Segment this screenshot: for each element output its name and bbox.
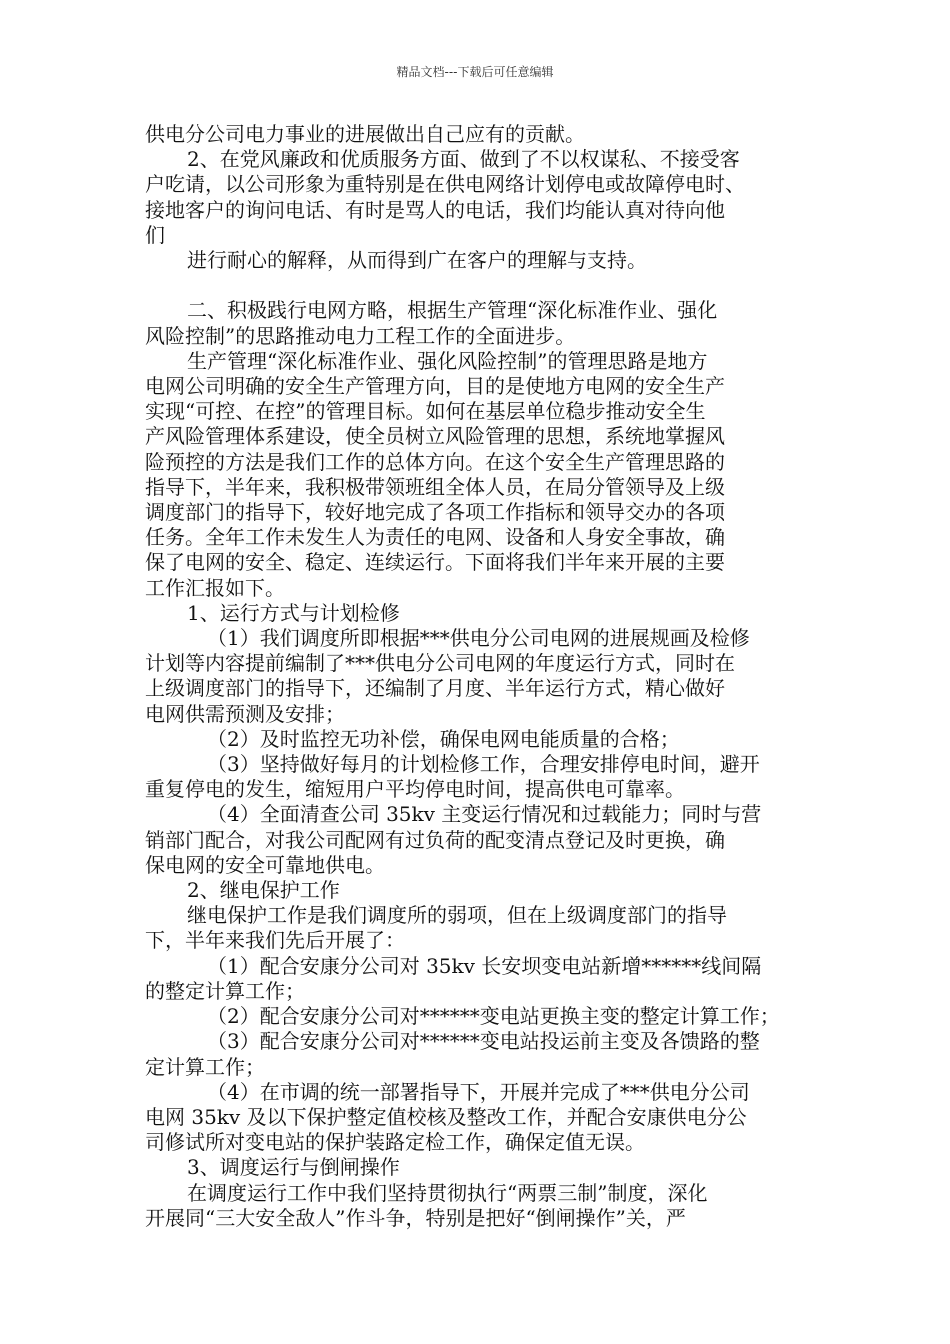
body-line: （2）配合安康分公司对******变电站更换主变的整定计算工作； <box>207 1004 780 1029</box>
body-line: 实现“可控、在控”的管理目标。如何在基层单位稳步推动安全生 <box>145 399 706 424</box>
body-line: 指导下，半年来，我积极带领班组全体人员，在局分管领导及上级 <box>145 474 725 499</box>
body-line: 定计算工作； <box>145 1054 265 1079</box>
body-line: （4）全面清查公司 35kv 主变运行情况和过载能力；同时与营 <box>207 802 762 827</box>
body-line: 们 <box>145 222 165 247</box>
body-line: 保了电网的安全、稳定、连续运行。下面将我们半年来开展的主要 <box>145 550 725 575</box>
subsection-heading: 3、调度运行与倒闸操作 <box>187 1155 400 1180</box>
body-line: 供电分公司电力事业的进展做出自己应有的贡献。 <box>145 122 585 146</box>
body-line: 任务。全年工作未发生人为责任的电网、设备和人身安全事故，确 <box>145 525 725 550</box>
body-line: 电网公司明确的安全生产管理方向，目的是使地方电网的安全生产 <box>145 374 725 399</box>
body-line: 上级调度部门的指导下，还编制了月度、半年运行方式，精心做好 <box>145 676 725 701</box>
body-line: 进行耐心的解释，从而得到广在客户的理解与支持。 <box>187 248 647 273</box>
body-line: 接地客户的询问电话、有时是骂人的电话，我们均能认真对待向他 <box>145 197 725 222</box>
body-line: 开展同“三大安全敌人”作斗争，特别是把好“倒闸操作”关，严 <box>145 1205 686 1230</box>
body-line: 风险控制”的思路推动电力工程工作的全面进步。 <box>145 323 576 348</box>
body-line: 下，半年来我们先后开展了： <box>145 928 405 953</box>
body-line: 的整定计算工作； <box>145 978 305 1003</box>
body-line: 在调度运行工作中我们坚持贯彻执行“两票三制”制度，深化 <box>187 1180 708 1205</box>
body-line: 销部门配合，对我公司配网有过负荷的配变清点登记及时更换，确 <box>145 827 725 852</box>
body-line: （4）在市调的统一部署指导下，开展并完成了***供电分公司 <box>207 1079 750 1104</box>
body-line: （1）我们调度所即根据***供电分公司电网的进展规画及检修 <box>207 626 750 651</box>
body-line: 电网供需预测及安排； <box>145 701 345 726</box>
body-line: 保电网的安全可靠地供电。 <box>145 852 385 877</box>
body-line: 险预控的方法是我们工作的总体方向。在这个安全生产管理思路的 <box>145 449 725 474</box>
blank-line <box>145 273 813 298</box>
body-line: 生产管理“深化标准作业、强化风险控制”的管理思路是地方 <box>187 348 708 373</box>
body-line: 继电保护工作是我们调度所的弱项，但在上级调度部门的指导 <box>187 903 727 928</box>
document-body <box>145 122 813 1231</box>
subsection-heading: 2、继电保护工作 <box>187 878 340 903</box>
body-line: 工作汇报如下。 <box>145 575 285 600</box>
body-line: （3）配合安康分公司对******变电站投运前主变及各馈路的整 <box>207 1029 760 1054</box>
body-line: 司修试所对变电站的保护装路定检工作，确保定值无误。 <box>145 1130 645 1155</box>
body-line: 户吃请，以公司形象为重特别是在供电网络计划停电或故障停电时、 <box>145 172 745 197</box>
body-line: （3）坚持做好每月的计划检修工作，合理安排停电时间，避开 <box>207 752 760 777</box>
body-line: 产风险管理体系建设，使全员树立风险管理的思想，系统地掌握风 <box>145 424 725 449</box>
body-line: 计划等内容提前编制了***供电分公司电网的年度运行方式，同时在 <box>145 651 735 676</box>
page-header: 精品文档---下载后可任意编辑 <box>396 65 554 79</box>
body-line: 调度部门的指导下，较好地完成了各项工作指标和领导交办的各项 <box>145 500 725 525</box>
body-line: （1）配合安康分公司对 35kv 长安坝变电站新增******线间隔 <box>207 953 762 978</box>
body-line: （2）及时监控无功补偿，确保电网电能质量的合格； <box>207 726 680 751</box>
body-line: 重复停电的发生，缩短用户平均停电时间，提高供电可靠率。 <box>145 777 685 802</box>
subsection-heading: 1、运行方式与计划检修 <box>187 600 400 625</box>
body-line: 2、在党风廉政和优质服务方面、做到了不以权谋私、不接受客 <box>187 147 740 172</box>
body-line: 电网 35kv 及以下保护整定值校核及整改工作，并配合安康供电分公 <box>145 1104 747 1129</box>
section-heading: 二、积极践行电网方略，根据生产管理“深化标准作业、强化 <box>187 298 718 323</box>
